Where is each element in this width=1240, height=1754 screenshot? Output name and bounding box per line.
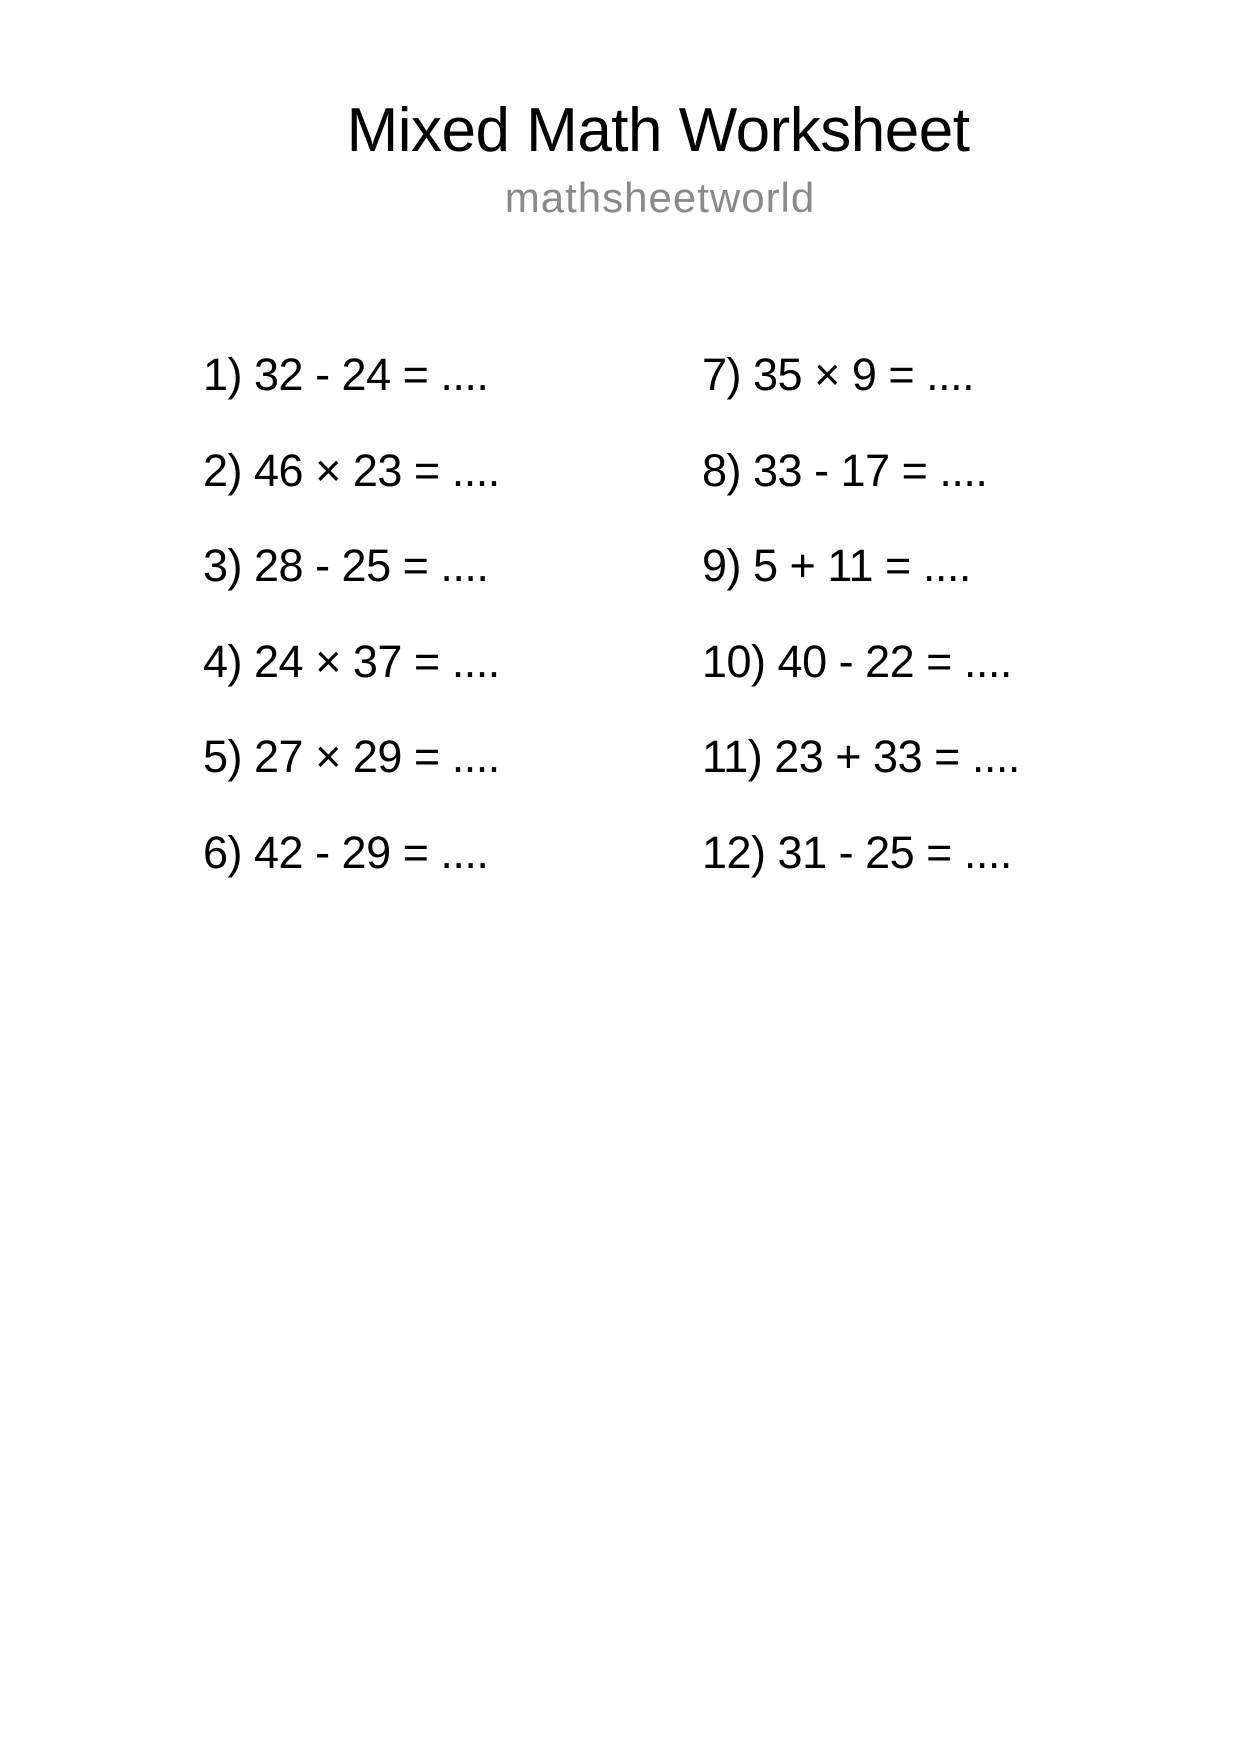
problem-11: 11) 23 + 33 = .... xyxy=(702,731,1020,782)
problem-8: 8) 33 - 17 = .... xyxy=(702,444,988,496)
problem-1: 1) 32 - 24 = .... xyxy=(203,349,489,400)
problems-column-left xyxy=(203,349,500,925)
problem-2: 2) 46 × 23 = .... xyxy=(203,444,500,496)
problem-6: 6) 42 - 29 = .... xyxy=(203,826,489,878)
problem-7: 7) 35 × 9 = .... xyxy=(702,349,975,400)
problem-5: 5) 27 × 29 = .... xyxy=(203,731,500,782)
page-title: Mixed Math Worksheet xyxy=(346,96,970,165)
problems-column-right xyxy=(702,349,1020,925)
problem-9: 9) 5 + 11 = .... xyxy=(702,540,971,591)
problem-10: 10) 40 - 22 = .... xyxy=(702,635,1012,687)
problem-12: 12) 31 - 25 = .... xyxy=(702,826,1012,878)
problem-3: 3) 28 - 25 = .... xyxy=(203,540,489,591)
page-subtitle: mathsheetworld xyxy=(504,174,816,221)
problem-4: 4) 24 × 37 = .... xyxy=(203,635,500,687)
